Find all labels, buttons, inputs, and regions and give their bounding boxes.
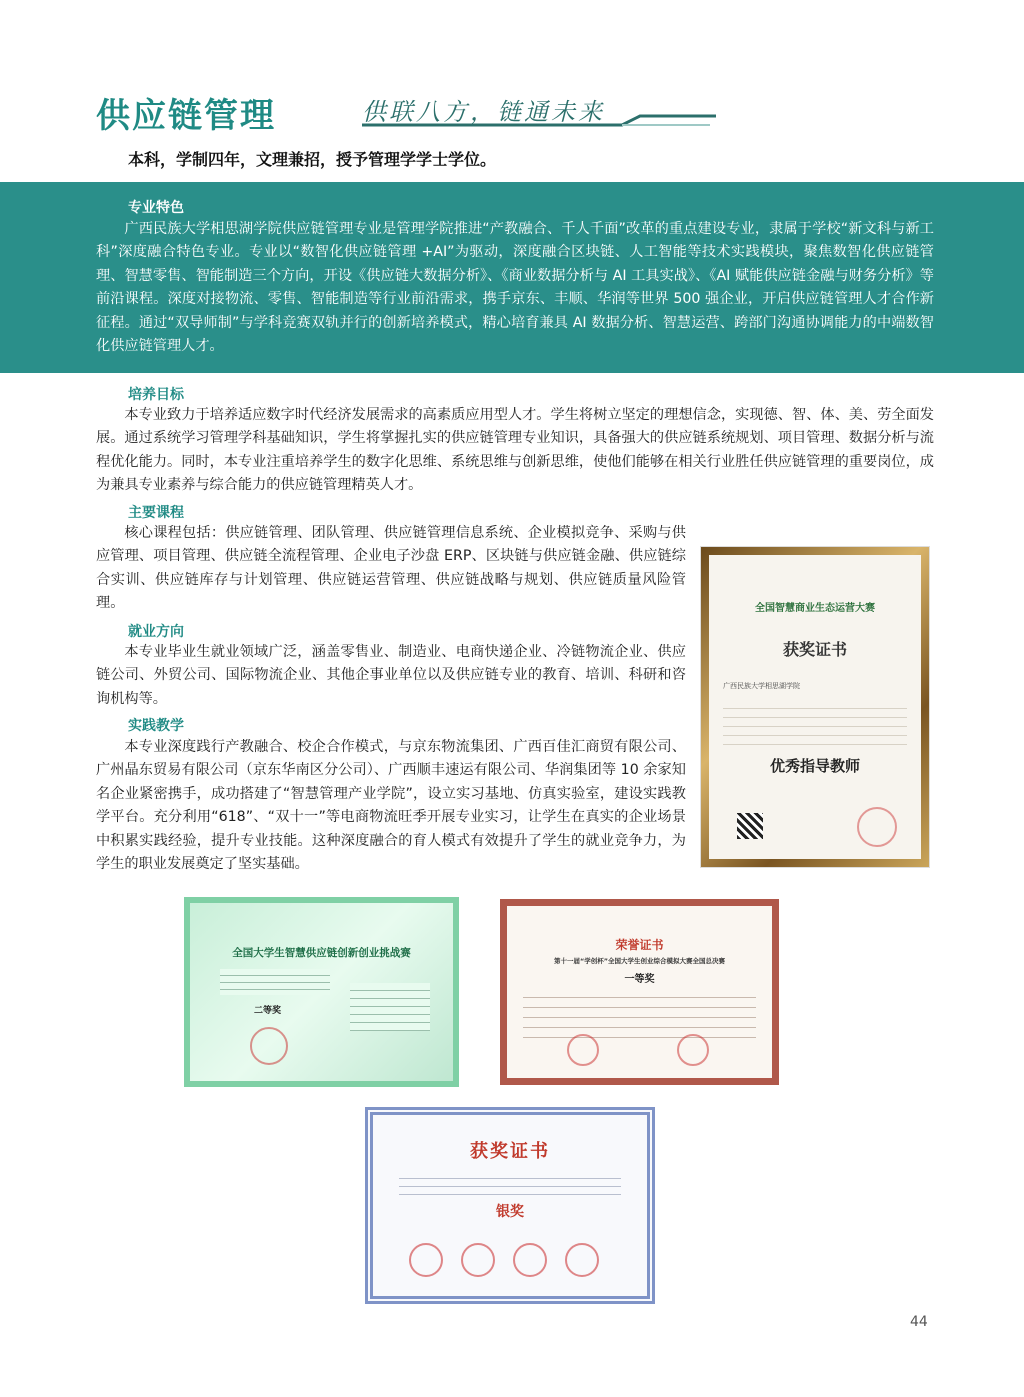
courses-text: 核心课程包括：供应链管理、团队管理、供应链管理信息系统、企业模拟竞争、采购与供应管理、项目管理、供应链全流程管理、企业电子沙盘 ERP、区块链与供应链金融、供应链综合实训、供应链库存与计划管理、供应链运营管理、供应链战略与规划、供应链质量风险管理。 [96,525,686,612]
blue-body-lines [399,1171,621,1201]
seal-icon [250,1027,288,1065]
red-title: 荣誉证书 [615,938,664,952]
blue-title: 获奖证书 [470,1141,550,1162]
certificate-gold [700,546,930,868]
seal-icon [857,807,897,847]
seal-icon [461,1243,495,1277]
blue-award: 银奖 [496,1204,524,1220]
red-body-lines [523,988,756,1040]
certificate-red [500,899,779,1085]
certificate-green [184,897,459,1087]
gold-title: 获奖证书 [782,640,847,659]
gold-competition: 全国智慧商业生态运营大赛 [755,603,875,614]
green-detail-lines [350,983,430,1031]
practice-heading: 实践教学 [128,718,184,734]
page-number: 44 [910,1314,928,1330]
green-body-lines [220,969,330,995]
green-competition: 全国大学生智慧供应链创新创业挑战赛 [232,947,411,959]
features-heading: 专业特色 [128,200,184,216]
seal-icon [565,1243,599,1277]
qr-code-icon [737,813,763,839]
features-text: 广西民族大学相思湖学院供应链管理专业是管理学院推进“产教融合、千人千面”改革的重点建设专业，隶属于学校“新文科与新工科”深度融合特色专业。专业以“数智化供应链管理 +AI”为驱动，深度融合区块链、人工智能等技术实践模块，聚焦数智化供应链管理、智慧零售、智能制造三个方向，开设《供应链大数据分析》、《商业数据分析与 AI 工具实战》、《AI 赋能供应链金融与财务分析》等前沿课程。深度对接物流、零售、智能制造等行业前沿需求，携手京东、丰顺、华润等世界 500 强企业，开启供应链管理人才合作新征程。通过“双导师制”与学科竞赛双轨并行的创新培养模式，精心培育兼具 AI 数据分析、智慧运营、跨部门沟通协调能力的中端数智化供应链管理人才。 [96,221,934,355]
courses-heading: 主要课程 [128,505,184,521]
degree-info: 本科，学制四年，文理兼招，授予管理学学士学位。 [128,150,497,169]
practice-text: 本专业深度践行产教融合、校企合作模式，与京东物流集团、广西百佳汇商贸有限公司、广州晶东贸易有限公司（京东华南区分公司）、广西顺丰速运有限公司、华润集团等 10 余家知名企业紧密携手，成功搭建了“智慧管理产业学院”，设立实习基地、仿真实验室，建设实践教学平台。充分利用“618”、“双十一”等电商物流旺季开展专业实习，让学生在真实的企业场景中积累实践经验，提升专业技能。这种深度融合的育人模式有效提升了学生的就业竞争力，为学生的职业发展奠定了坚实基础。 [96,739,686,873]
seal-icon [409,1243,443,1277]
seal-icon [513,1243,547,1277]
gold-body-lines [723,700,907,746]
slogan: 供联八方，链通未来 [362,98,605,126]
page-title: 供应链管理 [96,96,276,136]
certificate-blue [365,1107,655,1304]
gold-school: 广西民族大学相思湖学院 [723,682,800,690]
seal-icon [567,1034,599,1066]
careers-text: 本专业毕业生就业领域广泛，涵盖零售业、制造业、电商快递企业、冷链物流企业、供应链公司、外贸公司、国际物流企业、其他企事业单位以及供应链专业的教育、培训、科研和咨询机构等。 [96,644,686,707]
goals-text: 本专业致力于培养适应数字时代经济发展需求的高素质应用型人才。学生将树立坚定的理想信念，实现德、智、体、美、劳全面发展。通过系统学习管理学科基础知识，学生将掌握扎实的供应链管理专业知识，具备强大的供应链系统规划、项目管理、数据分析与流程优化能力。同时，本专业注重培养学生的数字化思维、系统思维与创新思维，使他们能够在相关行业胜任供应链管理的重要岗位，成为兼具专业素养与综合能力的供应链管理精英人才。 [96,407,934,494]
red-award: 一等奖 [624,974,655,985]
seal-icon [677,1034,709,1066]
red-competition: 第十一届“学创杯”全国大学生创业综合模拟大赛全国总决赛 [553,957,726,965]
careers-heading: 就业方向 [128,624,184,640]
slogan-underline [360,108,720,128]
green-award: 二等奖 [254,1006,282,1016]
gold-award: 优秀指导教师 [769,757,860,775]
goals-heading: 培养目标 [128,387,184,403]
